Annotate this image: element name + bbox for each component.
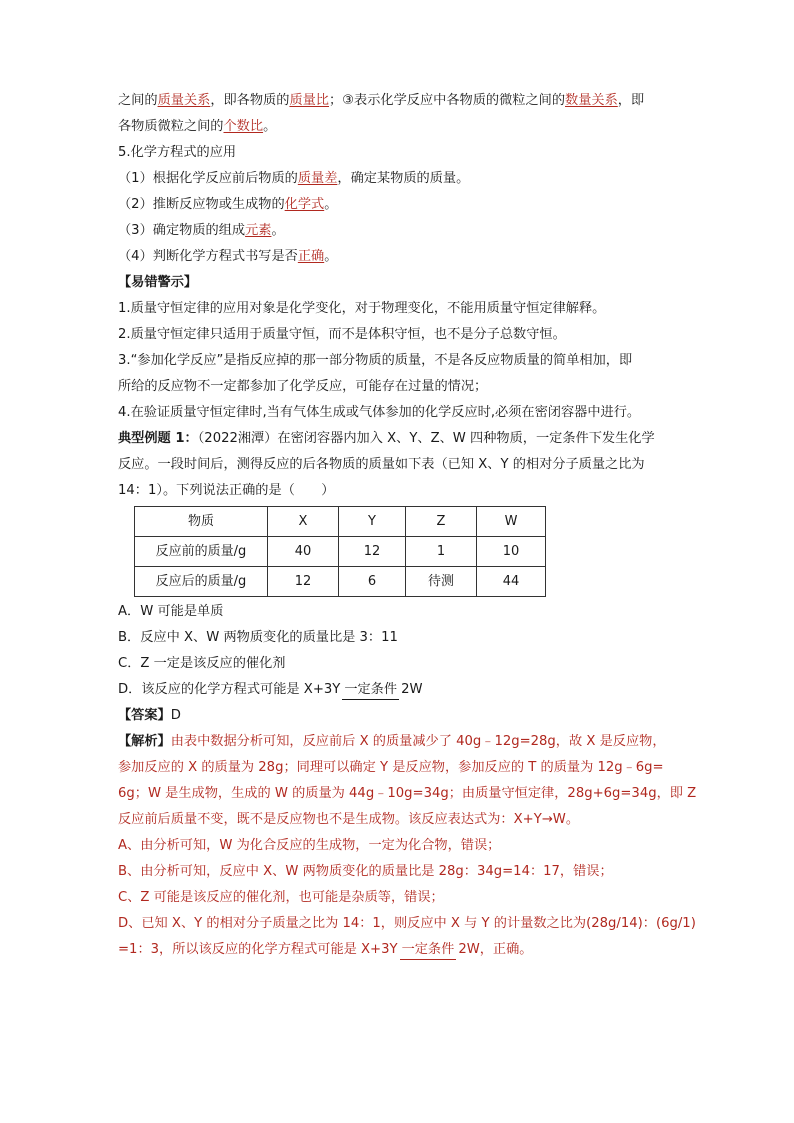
analysis-line-3: 6g；W 是生成物，生成的 W 的质量为 44g﹣10g=34g；由质量守恒定律，28g+6g=34g，即 Z: [118, 786, 697, 801]
table-row: [135, 537, 546, 567]
table-cell: 1: [406, 537, 477, 567]
analysis-label: 【解析】: [118, 734, 171, 749]
mass-data-table: [134, 506, 546, 597]
option-d: [118, 677, 684, 703]
warning-point-1: 1.质量守恒定律的应用对象是化学变化，对于物理变化，不能用质量守恒定律解释。: [118, 301, 606, 316]
table-row: [135, 567, 546, 597]
table-cell: 物质: [135, 507, 268, 537]
warning-point-3-cont: 所给的反应物不一定都参加了化学反应，可能存在过量的情况；: [118, 379, 488, 394]
text: 各物质微粒之间的: [118, 119, 224, 134]
answer-value: D: [170, 708, 181, 723]
table-cell: Y: [339, 507, 406, 537]
analysis-option-d-cont: [118, 937, 684, 963]
text: =1：3，所以该反应的化学方程式可能是 X+3Y: [118, 942, 398, 957]
keyword: 个数比: [223, 119, 264, 134]
section-5-item: [118, 218, 684, 244]
keyword: 质量比: [289, 93, 329, 108]
example-line-2: 反应。一段时间后，测得反应的后各物质的质量如下表（已知 X、Y 的相对分子质量之比为: [118, 457, 645, 472]
section-5-item: [118, 166, 684, 192]
analysis-option-b: B、由分析可知，反应中 X、W 两物质变化的质量比是 28g：34g=14：17，错误；: [118, 864, 613, 879]
example-label: 典型例题 1：: [118, 431, 198, 446]
table-cell: Z: [406, 507, 477, 537]
text: D．该反应的化学方程式可能是 X+3Y: [118, 682, 341, 697]
option-b: B．反应中 X、W 两物质变化的质量比是 3：11: [118, 630, 398, 645]
table-cell: 待测: [406, 567, 477, 597]
table-cell: 10: [477, 537, 546, 567]
text: ，即各物质的: [210, 93, 290, 108]
answer-label: 【答案】: [118, 708, 171, 723]
keyword: 质量差: [297, 171, 338, 186]
table-cell: 40: [268, 537, 339, 567]
example-line-1: [118, 426, 684, 452]
option-a: A．W 可能是单质: [118, 604, 224, 619]
warning-point-4: 4.在验证质量守恒定律时,当有气体生成或气体参加的化学反应时,必须在密闭容器中进行。: [118, 405, 641, 420]
text: ；③表示化学反应中各物质的微粒之间的: [329, 93, 566, 108]
text: （4）判断化学方程式书写是否: [118, 249, 298, 264]
text: 。: [263, 119, 277, 134]
keyword: 元素: [245, 223, 272, 238]
keyword: 化学式: [284, 197, 325, 212]
keyword: 正确: [297, 249, 325, 264]
keyword: 数量关系: [565, 93, 618, 108]
intro-line-1: [118, 88, 684, 114]
table-header-row: [135, 507, 546, 537]
analysis-line-1: [118, 729, 684, 755]
analysis-option-c: C、Z 可能是该反应的催化剂，也可能是杂质等，错误；: [118, 890, 444, 905]
answer-line: [118, 703, 684, 729]
document-page: [118, 88, 697, 963]
warning-heading: 【易错警示】: [118, 275, 198, 290]
text: 。: [271, 223, 285, 238]
text: （2）推断反应物或生成物的: [118, 197, 285, 212]
table-cell: 44: [477, 567, 546, 597]
intro-line-2: [118, 114, 684, 140]
text: 由表中数据分析可知，反应前后 X 的质量减少了 40g﹣12g=28g，故 X 是反应物，: [170, 734, 666, 749]
warning-point-3: 3.“参加化学反应”是指反应掉的那一部分物质的质量，不是各反应物质量的简单相加，即: [118, 353, 633, 368]
table-cell: W: [477, 507, 546, 537]
text: （2022湘潭）在密闭容器内加入 X、Y、Z、W 四种物质，一定条件下发生化学: [197, 431, 655, 446]
text: ，确定某物质的质量。: [337, 171, 470, 186]
text: 之间的: [118, 93, 158, 108]
reaction-condition: 一定条件: [400, 941, 457, 960]
table-cell: 12: [268, 567, 339, 597]
section-5-item: [118, 244, 684, 270]
keyword: 质量关系: [157, 93, 211, 108]
section-5-item: [118, 192, 684, 218]
table-cell: 反应前的质量/g: [135, 537, 268, 567]
table-cell: 12: [339, 537, 406, 567]
text: 2W: [401, 682, 423, 697]
text: 。: [324, 197, 338, 212]
text: （3）确定物质的组成: [118, 223, 246, 238]
analysis-line-2: 参加反应的 X 的质量为 28g；同理可以确定 Y 是反应物，参加反应的 T 的质量为 12g﹣6g=: [118, 760, 664, 775]
warning-point-2: 2.质量守恒定律只适用于质量守恒，而不是体积守恒，也不是分子总数守恒。: [118, 327, 566, 342]
analysis-option-d: D、已知 X、Y 的相对分子质量之比为 14：1，则反应中 X 与 Y 的计量数之比为(28g/14)：(6g/1): [118, 916, 696, 931]
text: （1）根据化学反应前后物质的: [118, 171, 298, 186]
text: 。: [324, 249, 338, 264]
text: 2W，正确。: [458, 942, 533, 957]
table-cell: X: [268, 507, 339, 537]
analysis-option-a: A、由分析可知，W 为化合反应的生成物，一定为化合物，错误；: [118, 838, 501, 853]
analysis-line-4: 反应前后质量不变，既不是反应物也不是生成物。该反应表达式为：X+Y→W。: [118, 812, 580, 827]
table-cell: 6: [339, 567, 406, 597]
reaction-condition: 一定条件: [342, 681, 399, 700]
text: ，即: [617, 93, 645, 108]
section-5-heading: 5.化学方程式的应用: [118, 145, 237, 160]
example-line-3: 14：1）。下列说法正确的是（ ）: [118, 483, 335, 498]
table-cell: 反应后的质量/g: [135, 567, 268, 597]
option-c: C．Z 一定是该反应的催化剂: [118, 656, 286, 671]
